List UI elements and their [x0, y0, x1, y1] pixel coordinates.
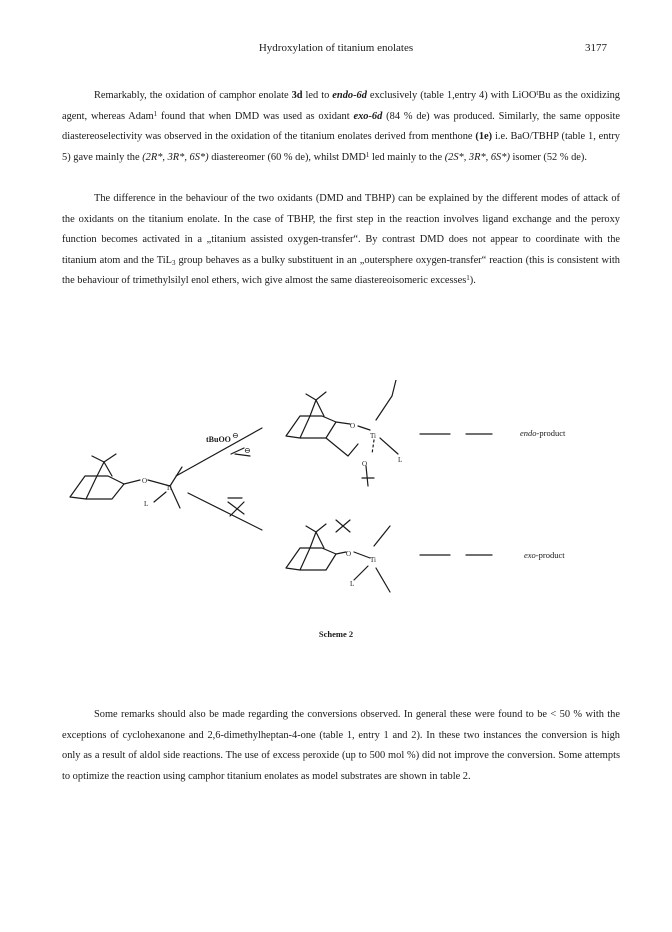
charge-symbol: ⊖: [244, 446, 251, 455]
ligand-label: L: [398, 456, 403, 464]
atom-label-ti: Ti: [370, 432, 376, 440]
exo-product-label: exo-product: [524, 550, 565, 560]
atom-label-o: O: [142, 477, 148, 485]
atom-label-o: O: [350, 422, 356, 430]
paragraph-2: The difference in the behaviour of the two oxidants (DMD and TBHP) can be explained by the different modes of attack of the oxidants on the titanium enolate. In the case of TBHP, the first step in the reaction involves ligand exchange and the peroxy function becomes activated in a „titanium assisted oxygen-transfer“. By contrast DMD does not appear to coordinate with the titanium atom and the TiL$_3$ group behaves as a bulky substituent in an „outersphere oxygen-transfer“ reaction (this is consistent with the behaviour of trimethylsilyl enol ethers, wich give almost the same diastereoisomeric excesses$^1$).: [62, 193, 620, 287]
atom-label-ti: Ti: [370, 556, 376, 564]
paragraph-1: Remarkably, the oxidation of camphor enolate 3d led to endo-6d exclusively (table 1,entry 4) with LiOO$^t$Bu as the oxidizing agent, whereas Adam$^1$ found that when DMD was used as oxidant exo-6d (84 % de) was produced. Similarly, the same opposite diastereoselectivity was observed in the oxidation of the titanium enolates derived from menthone (1e) i.e. BaO/TBHP (table 1, entry 5) gave mainly the (2R*, 3R*, 6S*) diastereomer (60 % de), whilst DMD$^1$ led mainly to the (2S*, 3R*, 6S*) isomer (52 % de).: [62, 89, 621, 163]
atom-label-o: O: [346, 550, 352, 558]
citation: 1: [466, 274, 470, 283]
tbuoo-reagent-label: tBuOO: [206, 435, 231, 444]
atom-label-ti: Ti: [166, 484, 172, 492]
citation: 1: [153, 109, 158, 118]
reaction-arrow-lower: [188, 493, 262, 530]
paragraph-3: Some remarks should also be made regarding the conversions observed. In general these were found to be < 50 % with the exceptions of cyclohexanone and 2,6-dimethylheptan-4-one (table 1, entry 1 and 2). In these two instances the conversion is high only as a result of aldol side reactions. The use of excess peroxide (up to 500 mol %) did not improve the conversion. Some attempts to optimize the reaction using camphor titanium enolates as model substrates are shown in table 2.: [62, 709, 620, 782]
ligand-label: L: [350, 580, 355, 588]
camphor-titanium-enolate-structure: [70, 454, 182, 508]
compound-ref: 3d: [291, 90, 303, 101]
anion-charge-symbol: ⊖: [232, 431, 239, 440]
compound-ref: (1e): [475, 131, 493, 143]
ligand-label: L: [144, 500, 149, 508]
endo-product-label: endo-product: [520, 428, 566, 438]
dmd-reagent-icon: [228, 498, 244, 516]
atom-label-o: O: [362, 460, 368, 468]
compound-ref: endo-6d: [332, 90, 367, 101]
running-title: Hydroxylation of titanium enolates: [258, 42, 414, 54]
compound-ref: exo-6d: [353, 110, 383, 122]
scheme-caption: Scheme 2: [318, 629, 354, 639]
running-header: [0, 42, 672, 58]
page-number: 3177: [585, 42, 607, 54]
stereo-descriptor: (2S*, 3R*, 6S*): [444, 151, 510, 163]
reaction-scheme: [0, 380, 672, 650]
endo-intermediate-structure: [286, 380, 398, 486]
stereo-descriptor: (2R*, 3R*, 6S*): [142, 151, 209, 163]
citation: 1: [365, 150, 370, 159]
scheme-2-figure: [0, 380, 672, 650]
